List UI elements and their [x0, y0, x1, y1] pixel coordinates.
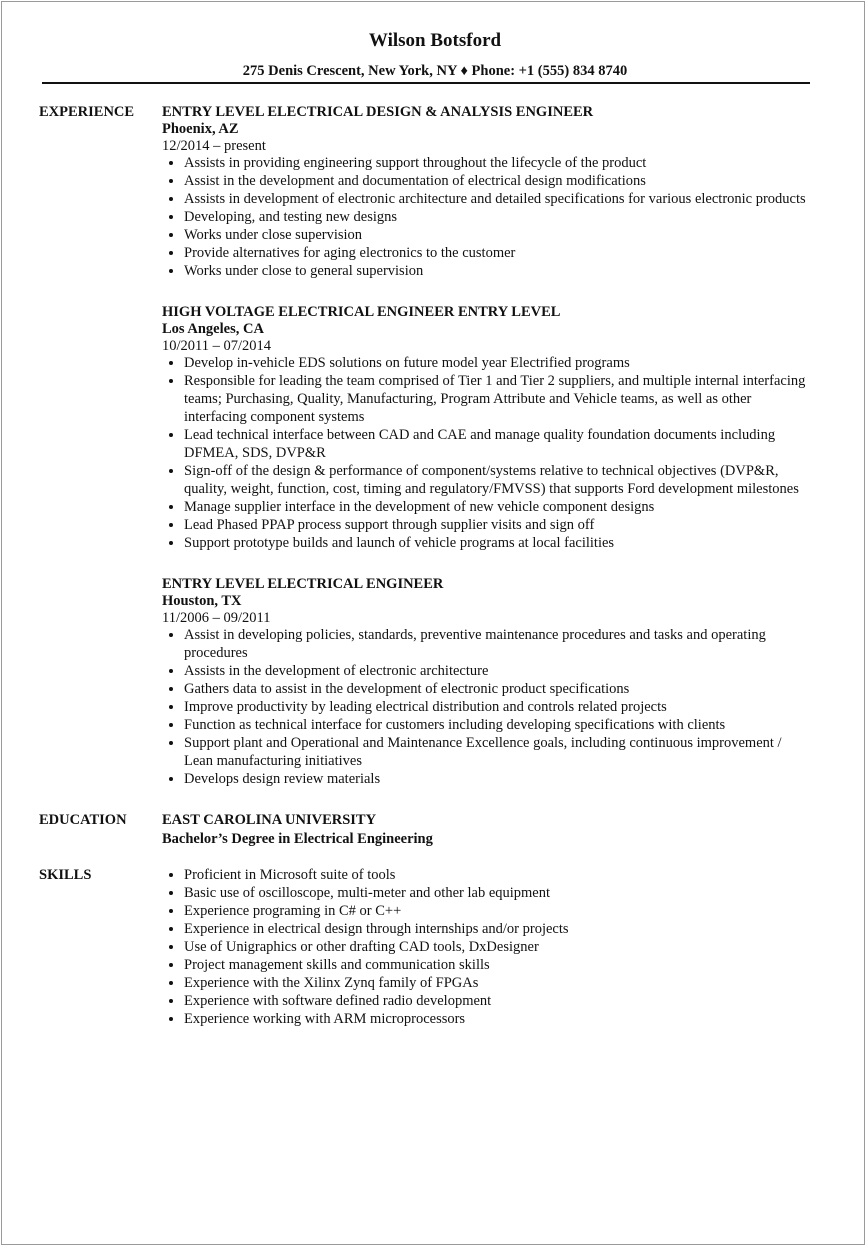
- job-dates: 11/2006 – 09/2011: [162, 610, 271, 626]
- skill-item: • Project management skills and communication skills: [184, 956, 812, 974]
- bullet-item: • Provide alternatives for aging electronics to the customer: [184, 244, 812, 262]
- job-title: ENTRY LEVEL ELECTRICAL DESIGN & ANALYSIS ENGINEER: [162, 104, 594, 120]
- skills-section: [39, 866, 829, 1028]
- skill-item: • Experience with the Xilinx Zynq family of FPGAs: [184, 974, 812, 992]
- bullet-item: • Function as technical interface for customers including developing specifications with clients: [184, 716, 812, 734]
- degree: Bachelor’s Degree in Electrical Engineering: [162, 831, 433, 847]
- skill-item: • Experience programing in C# or C++: [184, 902, 812, 920]
- job-entry: [162, 575, 812, 788]
- job-location: Houston, TX: [162, 593, 242, 609]
- bullet-item: • Support plant and Operational and Maintenance Excellence goals, including continuous improvement / Lean manufacturing initiatives: [184, 734, 812, 770]
- skill-item: • Experience with software defined radio development: [184, 992, 812, 1010]
- job-title: HIGH VOLTAGE ELECTRICAL ENGINEER ENTRY LEVEL: [162, 304, 561, 320]
- candidate-name: Wilson Botsford: [368, 30, 502, 51]
- bullet-item: • Responsible for leading the team comprised of Tier 1 and Tier 2 suppliers, and multiple internal interfacing teams; Purchasing, Quality, Manufacturing, Program Attribute and Vehicle teams, as well as other interfacing component systems: [184, 372, 812, 426]
- skill-item: • Experience working with ARM microprocessors: [184, 1010, 812, 1028]
- bullet-item: • Assists in the development of electronic architecture: [184, 662, 812, 680]
- resume-page: [1, 1, 865, 1245]
- section-label-education: EDUCATION: [39, 812, 127, 828]
- job-location: Los Angeles, CA: [162, 321, 264, 337]
- bullet-item: • Assist in the development and documentation of electrical design modifications: [184, 172, 812, 190]
- job-location: Phoenix, AZ: [162, 121, 239, 137]
- bullet-item: • Lead technical interface between CAD and CAE and manage quality foundation documents including DFMEA, SDS, DVP&R: [184, 426, 812, 462]
- bullet-item: • Improve productivity by leading electrical distribution and controls related projects: [184, 698, 812, 716]
- bullet-item: • Develops design review materials: [184, 770, 812, 788]
- job-bullets: [162, 626, 812, 788]
- section-label-skills: SKILLS: [39, 867, 92, 883]
- bullet-item: • Developing, and testing new designs: [184, 208, 812, 226]
- skills-list: [162, 866, 812, 1028]
- job-dates: 10/2011 – 07/2014: [162, 338, 272, 354]
- bullet-item: • Manage supplier interface in the development of new vehicle component designs: [184, 498, 812, 516]
- bullet-item: • Sign-off of the design & performance of component/systems relative to technical objectives (DVP&R, quality, weight, function, cost, timing and regulatory/FMVSS) that supports Ford development milestones: [184, 462, 812, 498]
- bullet-item: • Assist in developing policies, standards, preventive maintenance procedures and tasks and operating procedures: [184, 626, 812, 662]
- bullet-item: • Gathers data to assist in the development of electronic product specifications: [184, 680, 812, 698]
- education-body: [162, 811, 812, 849]
- skill-item: • Use of Unigraphics or other drafting CAD tools, DxDesigner: [184, 938, 812, 956]
- skill-item: • Experience in electrical design through internships and/or projects: [184, 920, 812, 938]
- bullet-item: • Works under close to general supervision: [184, 262, 812, 280]
- school-name: EAST CAROLINA UNIVERSITY: [162, 812, 377, 828]
- bullet-item: • Assists in development of electronic architecture and detailed specifications for various electronic products: [184, 190, 812, 208]
- experience-section: [39, 103, 829, 788]
- skill-item: • Basic use of oscilloscope, multi-meter and other lab equipment: [184, 884, 812, 902]
- bullet-item: • Develop in-vehicle EDS solutions on future model year Electrified programs: [184, 354, 812, 372]
- contact-line: 275 Denis Crescent, New York, NY ♦ Phone: +1 (555) 834 8740: [242, 63, 628, 79]
- job-title: ENTRY LEVEL ELECTRICAL ENGINEER: [162, 576, 444, 592]
- bullet-item: • Support prototype builds and launch of vehicle programs at local facilities: [184, 534, 812, 552]
- experience-list: [162, 103, 812, 788]
- section-label-experience: EXPERIENCE: [39, 104, 135, 120]
- bullet-item: • Works under close supervision: [184, 226, 812, 244]
- job-bullets: [162, 154, 812, 280]
- job-bullets: [162, 354, 812, 552]
- skill-item: • Proficient in Microsoft suite of tools: [184, 866, 812, 884]
- bullet-item: • Lead Phased PPAP process support through supplier visits and sign off: [184, 516, 812, 534]
- bullet-item: • Assists in providing engineering support throughout the lifecycle of the product: [184, 154, 812, 172]
- job-dates: 12/2014 – present: [162, 138, 266, 154]
- education-section: [39, 811, 829, 849]
- job-entry: [162, 303, 812, 552]
- skills-body: [162, 866, 812, 1028]
- resume-content: [39, 103, 829, 1028]
- header-divider: [42, 82, 810, 84]
- job-entry: [162, 103, 812, 280]
